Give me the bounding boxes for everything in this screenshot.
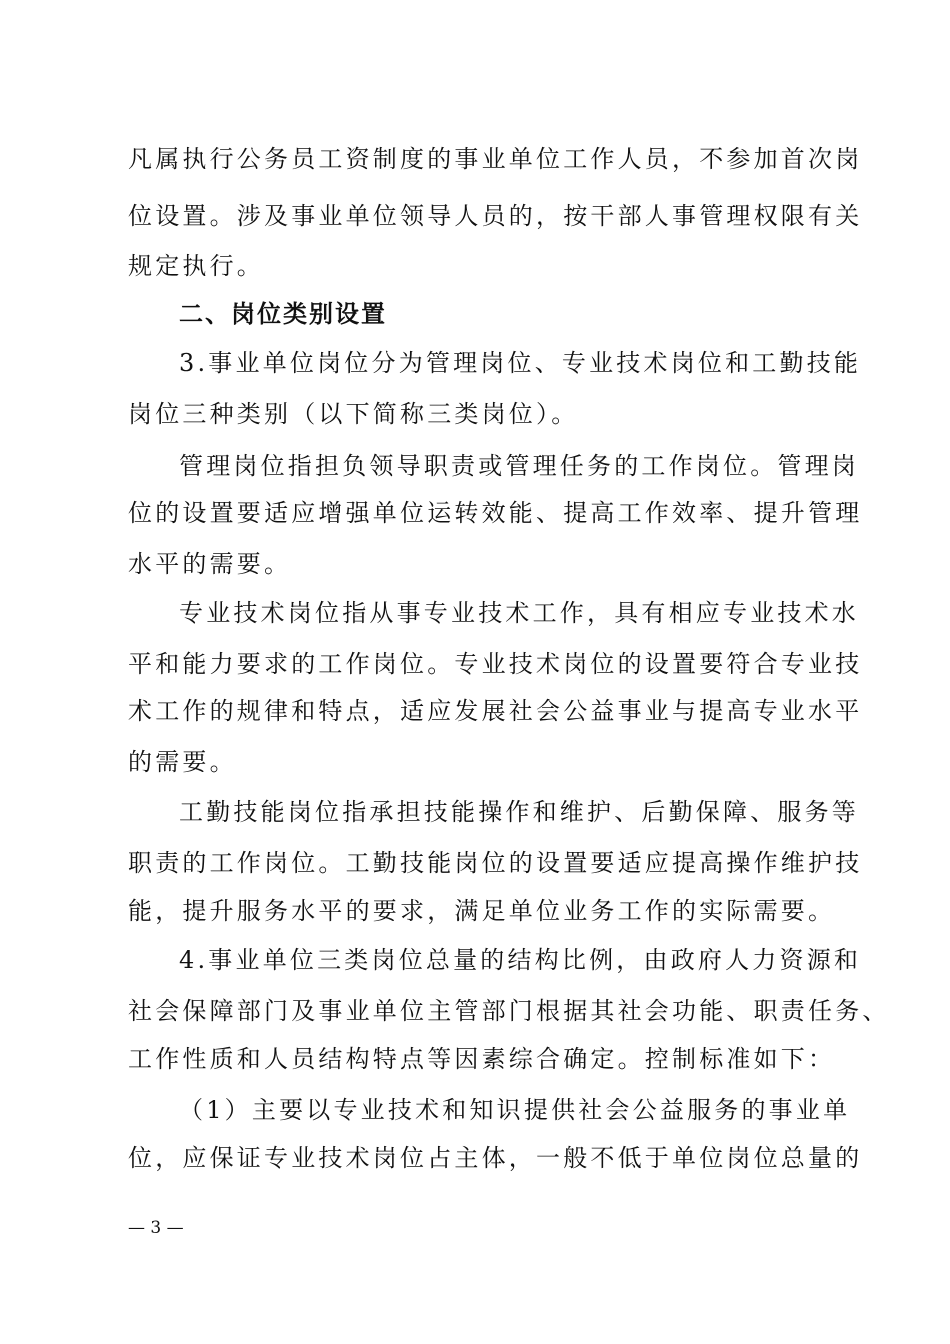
text-line: 岗位三种类别（以下简称三类岗位）。 [128,400,579,428]
text-line: 水平的需要。 [128,550,292,578]
text-line: 3.事业单位岗位分为管理岗位、专业技术岗位和工勤技能 [179,349,862,377]
page-number: — 3 — [128,1218,184,1238]
text-line: 术工作的规律和特点，适应发展社会公益事业与提高专业水平 [128,697,863,725]
text-line: 工作性质和人员结构特点等因素综合确定。控制标准如下： [128,1045,836,1073]
text-line: 规定执行。 [128,252,264,280]
text-line: 社会保障部门及事业单位主管部门根据其社会功能、职责任务、 [128,997,890,1025]
text-line: 位，应保证专业技术岗位占主体，一般不低于单位岗位总量的 [128,1144,863,1172]
text-line: 位的设置要适应增强单位运转效能、提高工作效率、提升管理 [128,499,863,527]
text-line: 工勤技能岗位指承担技能操作和维护、后勤保障、服务等 [179,798,859,826]
text-line: （1）主要以专业技术和知识提供社会公益服务的事业单 [179,1096,851,1124]
text-line: 专业技术岗位指从事专业技术工作，具有相应专业技术水 [179,599,859,627]
text-line: 位设置。涉及事业单位领导人员的，按干部人事管理权限有关 [128,202,863,230]
text-line: 的需要。 [128,748,237,776]
text-line: 凡属执行公务员工资制度的事业单位工作人员，不参加首次岗 [128,145,863,173]
text-line: 职责的工作岗位。工勤技能岗位的设置要适应提高操作维护技 [128,849,863,877]
text-line: 4.事业单位三类岗位总量的结构比例，由政府人力资源和 [179,946,862,974]
text-line: 管理岗位指担负领导职责或管理任务的工作岗位。管理岗 [179,452,859,480]
text-line: 能，提升服务水平的要求，满足单位业务工作的实际需要。 [128,897,836,925]
section-heading: 二、岗位类别设置 [179,300,387,328]
text-line: 平和能力要求的工作岗位。专业技术岗位的设置要符合专业技 [128,650,863,678]
